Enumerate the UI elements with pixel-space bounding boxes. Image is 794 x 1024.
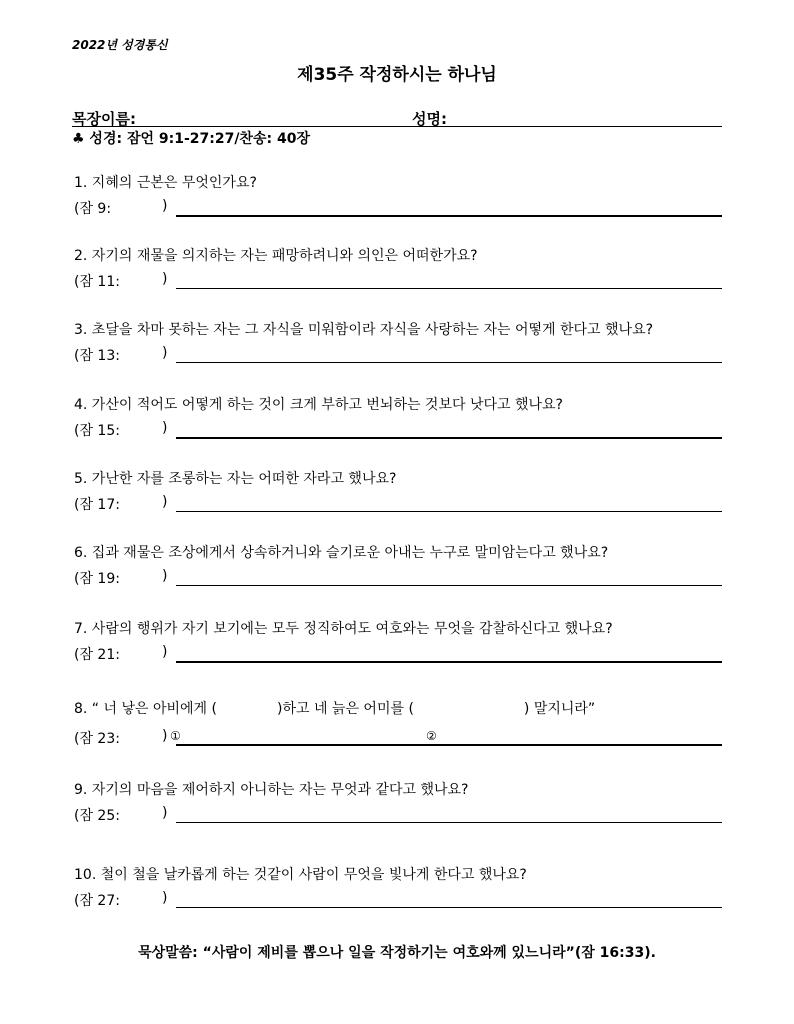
verse-ref-close: ) [162, 890, 168, 906]
question-text: 3. 초달을 차마 못하는 자는 그 자식을 미워함이라 자식을 사랑하는 자는 어떻게 한다고 했나요? [74, 322, 654, 338]
answer-line[interactable] [176, 585, 722, 586]
verse-ref: (잠 17: [74, 497, 120, 513]
member-name-label: 성명: [412, 110, 447, 128]
answer-line[interactable] [176, 822, 722, 823]
verse-ref: (잠 11: [74, 274, 120, 290]
answer-line[interactable] [176, 744, 722, 746]
question-text [74, 698, 595, 718]
answer-mark-1: ① [170, 729, 181, 743]
answer-line[interactable] [176, 661, 722, 663]
verse-ref: (잠 25: [74, 808, 120, 824]
question-text: 7. 사람의 행위가 자기 보기에는 모두 정직하여도 여호와는 무엇을 감찰하신다고 했나요? [74, 621, 613, 637]
scripture-line: ♣ 성경: 잠언 9:1-27:27/찬송: 40장 [72, 131, 310, 147]
verse-ref: (잠 9: [74, 201, 112, 217]
answer-line[interactable] [176, 288, 722, 289]
verse-ref: (잠 15: [74, 423, 120, 439]
verse-ref: (잠 13: [74, 348, 120, 364]
verse-ref-close: ) [162, 420, 168, 436]
fill-blank-text-part-3: ) 말지니라” [523, 701, 596, 717]
question-text: 9. 자기의 마음을 제어하지 아니하는 자는 무엇과 같다고 했나요? [74, 782, 469, 798]
verse-ref-close: ) [162, 494, 168, 510]
verse-ref-close: ) [162, 198, 168, 214]
name-row [72, 108, 722, 127]
answer-line[interactable] [176, 511, 722, 512]
worksheet-series-label: 2022년 성경통신 [72, 38, 168, 52]
memory-verse: 묵상말씀: “사람이 제비를 뽑으나 일을 작정하기는 여호와께 있느니라”(잠 16:33). [138, 945, 656, 961]
verse-ref-close: ) [162, 345, 168, 361]
question-text: 5. 가난한 자를 조롱하는 자는 어떠한 자라고 했나요? [74, 471, 397, 487]
answer-mark-2: ② [426, 729, 437, 743]
answer-line[interactable] [176, 215, 722, 217]
verse-ref: (잠 19: [74, 571, 120, 587]
question-text: 1. 지혜의 근본은 무엇인가요? [74, 175, 257, 191]
verse-ref-close: ) [162, 728, 168, 744]
question-text: 10. 철이 철을 날카롭게 하는 것같이 사람이 무엇을 빛나게 한다고 했나요? [74, 867, 527, 883]
fill-blank-text-part-1: 8. “ 너 낳은 아비에게 ( [74, 701, 217, 717]
verse-ref: (잠 23: [74, 731, 120, 747]
verse-ref: (잠 21: [74, 647, 120, 663]
answer-line[interactable] [176, 437, 722, 439]
answer-line[interactable] [176, 907, 722, 908]
leader-name-label: 목장이름: [72, 110, 136, 128]
fill-blank-text-part-2: )하고 네 늙은 어미를 ( [277, 701, 414, 717]
page-title: 제35주 작정하시는 하나님 [297, 65, 497, 85]
answer-line[interactable] [176, 362, 722, 363]
question-text: 2. 자기의 재물을 의지하는 자는 패망하려니와 의인은 어떠한가요? [74, 248, 478, 264]
question-text: 4. 가산이 적어도 어떻게 하는 것이 크게 부하고 번뇌하는 것보다 낫다고 했나요? [74, 397, 563, 413]
verse-ref-close: ) [162, 644, 168, 660]
verse-ref-close: ) [162, 568, 168, 584]
verse-ref: (잠 27: [74, 893, 120, 909]
verse-ref-close: ) [162, 805, 168, 821]
question-text: 6. 집과 재물은 조상에게서 상속하거니와 슬기로운 아내는 누구로 말미암는다고 했나요? [74, 545, 609, 561]
verse-ref-close: ) [162, 271, 168, 287]
